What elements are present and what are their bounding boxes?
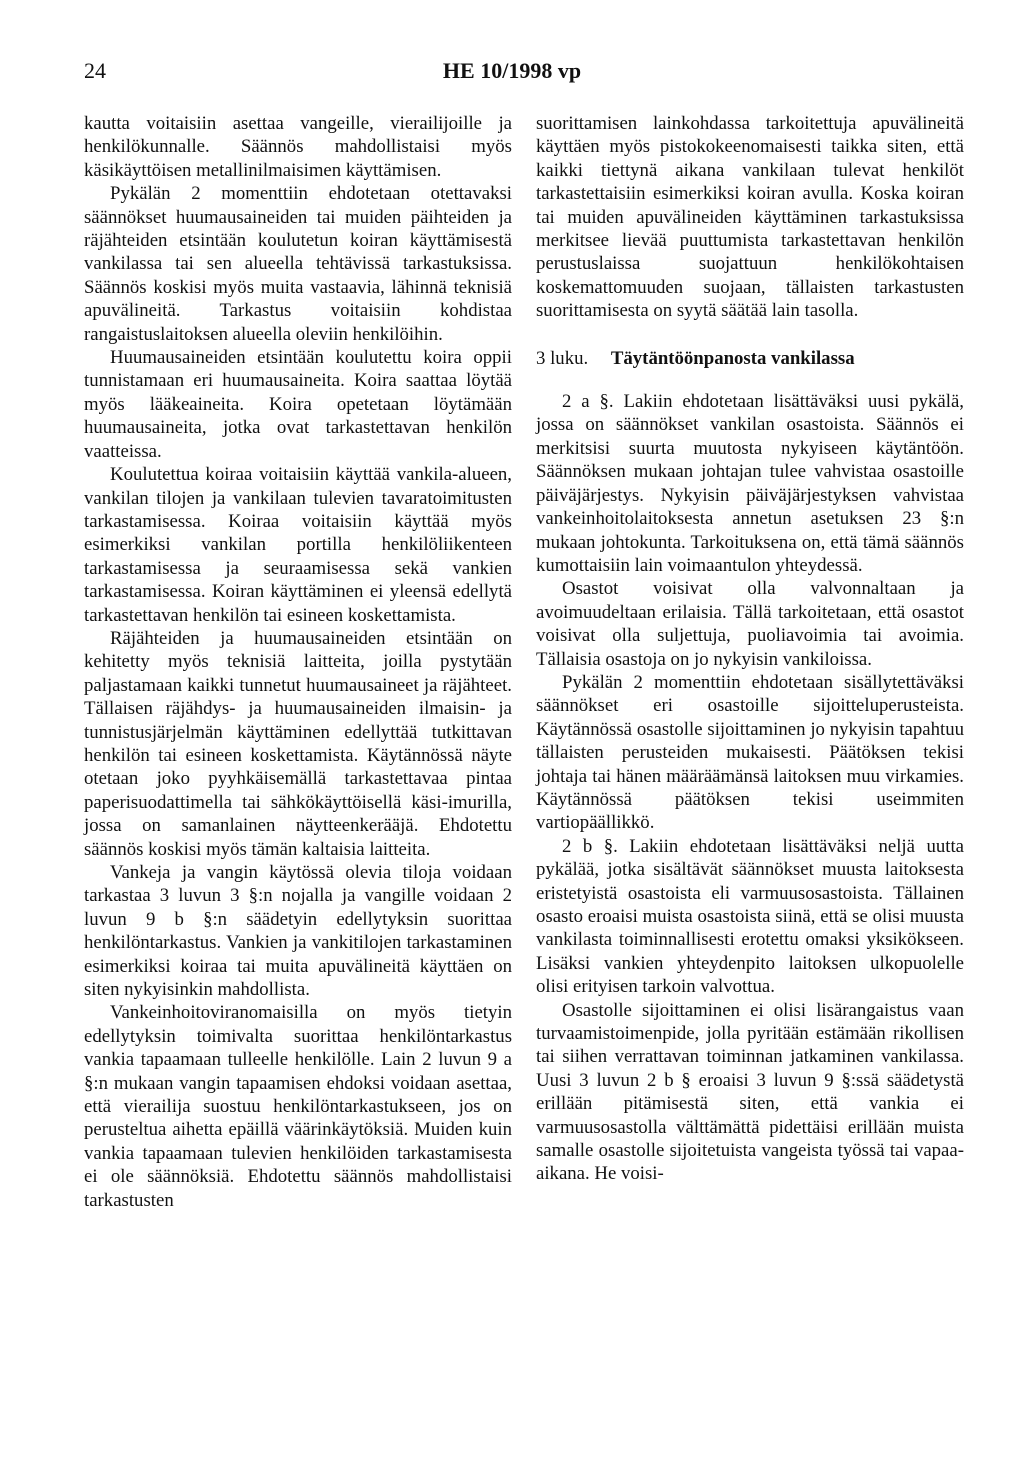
chapter-heading [536, 347, 964, 370]
paragraph: suorittamisen lainkohdassa tarkoitettuja apuvälineitä käyttäen myös pistokokeenomaisesti taikka siten, että kaikki tiettynä aikana vankilaan tulevat henkilöt tarkastettaisiin esimerkiksi koiran avulla. Koska koiran tai muiden apuvälineiden käyttäminen tarkastuksissa merkitsee lievää puuttumista tarkastettavan henkilön perustuslaissa suojattuun henkilökohtaisen koskemattomuuden suojaan, tällaisten tarkastusten suorittamisesta on syytä säätää lain tasolla. [536, 113, 964, 322]
paragraph: Huumausaineiden etsintään koulutettu koira oppii tunnistamaan eri huumausaineita. Koira saattaa löytää myös lääkeaineita. Koira opetetaan löytämään huumausaineita, jotka ovat tarkastettavan henkilön vaatteissa. [84, 347, 512, 462]
paragraph: 2 a §. Lakiin ehdotetaan lisättäväksi uusi pykälä, jossa on säännökset vankilan osastoista. Säännös ei merkitsisi suurta muutosta nykyiseen käytäntöön. Säännöksen mukaan johtajan tulee vahvistaa osastoille päiväjärjestys. Nykyisin päiväjärjestyksen vahvistaa vankeinhoitolaitoksesta annetun asetuksen 23 §:n mukaan johtokunta. Tarkoituksena on, että tämä säännös kumottaisiin lain voimaantulon yhteydessä. [536, 391, 964, 576]
paragraph: Osastot voisivat olla valvonnaltaan ja avoimuudeltaan erilaisia. Tällä tarkoitetaan, että osastot voisivat olla suljettuja, puoliavoimia tai avoimia. Tällaisia osastoja on jo nykyisin vankiloissa. [536, 578, 964, 670]
chapter-title: Täytäntöönpanosta vankilassa [610, 347, 855, 369]
paragraph: kautta voitaisiin asettaa vangeille, vierailijoille ja henkilökunnalle. Säännös mahdollistaisi myös käsikäyttöisen metallinilmaisimen käyttämisen. [84, 113, 512, 181]
document-id: HE 10/1998 vp [442, 58, 582, 83]
chapter-number: 3 luku. [536, 347, 589, 369]
paragraph: Koulutettua koiraa voitaisiin käyttää vankila-alueen, vankilan tilojen ja vankilaan tulevien tavaratoimitusten tarkastamisessa. Koiraa voitaisiin käyttää myös esimerkiksi vankilan portilla henkilöliikenteen tarkastamisessa ja seuraamisessa sekä vankien tarkastamisessa. Koiran käyttäminen ei yleensä edellytä tarkastettavan henkilön tai esineen koskettamista. [84, 464, 512, 626]
paragraph: Pykälän 2 momenttiin ehdotetaan sisällytettäväksi säännökset eri osastoille sijoitteluperusteista. Käytännössä osastolle sijoittaminen jo nykyisin tapahtuu tällaisten perusteiden mukaisesti. Päätöksen tekisi johtaja tai hänen määräämänsä laitoksen muu virkamies. Käytännössä päätöksen tekisi useimmiten vartiopäällikkö. [536, 671, 964, 834]
paragraph: Vankeja ja vangin käytössä olevia tiloja voidaan tarkastaa 3 luvun 3 §:n nojalla ja vangille voidaan 2 luvun 9 b §:n säädetyin edellytyksin suorittaa henkilöntarkastus. Vankien ja vankitilojen tarkastaminen esimerkiksi koiraa tai muita apuvälineitä käyttäen on siten nykyisinkin mahdollista. [84, 862, 512, 1001]
paragraph: Osastolle sijoittaminen ei olisi lisärangaistus vaan turvaamistoimenpide, jolla pyritään estämään rikollisen tai siihen verrattavan toiminnan jatkaminen vankilassa. Uusi 3 luvun 2 b § eroaisi 3 luvun 9 §:ssä säädetystä erillään pitämisestä siten, että vankia ei varmuusosastolla välttämättä pidettäisi erillään muista samalle osastolle sijoitetuista vangeista työssä tai vapaa-aikana. He voisi- [536, 999, 964, 1185]
left-column [84, 112, 512, 1212]
paragraph: Räjähteiden ja huumausaineiden etsintään on kehitetty myös teknisiä laitteita, joilla pystytään paljastamaan kaikki tunnetut huumausaineet ja räjähteet. Tällaisen räjähdys- ja huumausaineiden ilmaisin- ja tunnistusjärjelmän käyttäminen edellyttää tutkittavan henkilön tai esineen koskettamista. Käytännössä näyte otetaan joko pyyhkäisemällä tarkastettavaa pintaa paperisuodattimella tai sähkökäyttöisellä käsi-imurilla, jossa on samanlainen näytteenkerääjä. Ehdotettu säännös koskisi myös tämän kaltaisia laitteita. [84, 627, 512, 860]
page-header [0, 58, 1024, 88]
paragraph: Pykälän 2 momenttiin ehdotetaan otettavaksi säännökset huumausaineiden tai muiden päihteiden ja räjähteiden etsintään koulutetun koiran käyttämisestä vankilassa tai sen alueella tehtävissä tarkastuksissa. Säännös koskisi myös muita vastaavia, lähinnä teknisiä apuvälineitä. Tarkastus voitaisiin kohdistaa rangaistuslaitoksen alueella oleviin henkilöihin. [84, 183, 512, 345]
paragraph: Vankeinhoitoviranomaisilla on myös tietyin edellytyksin toimivalta suorittaa henkilöntarkastus vankia tapaamaan tulleelle henkilölle. Lain 2 luvun 9 a §:n mukaan vangin tapaamisen ehdoksi voidaan asettaa, että vierailija suostuu henkilöntarkastukseen, jos on perusteltua aihetta epäillä väärinkäytöksiä. Muiden kuin vankia tapaamaan tulevien henkilöiden tarkastamisesta ei ole säännöksiä. Ehdotettu säännös mahdollistaisi tarkastusten [84, 1002, 512, 1211]
paragraph: 2 b §. Lakiin ehdotetaan lisättäväksi neljä uutta pykälää, jotka sisältävät säännökset muusta laitoksesta eristetyistä osastoista eli varmuusosastoista. Tällainen osasto eroaisi muista osastoista siinä, että se olisi muusta vankilasta toiminnallisesti erotettu omaksi yksikökseen. Lisäksi vankien yhteydenpito laitoksen ulkopuolelle olisi erityisen tarkoin valvottua. [536, 835, 964, 998]
page-number: 24 [84, 58, 106, 83]
right-column [536, 112, 964, 1186]
